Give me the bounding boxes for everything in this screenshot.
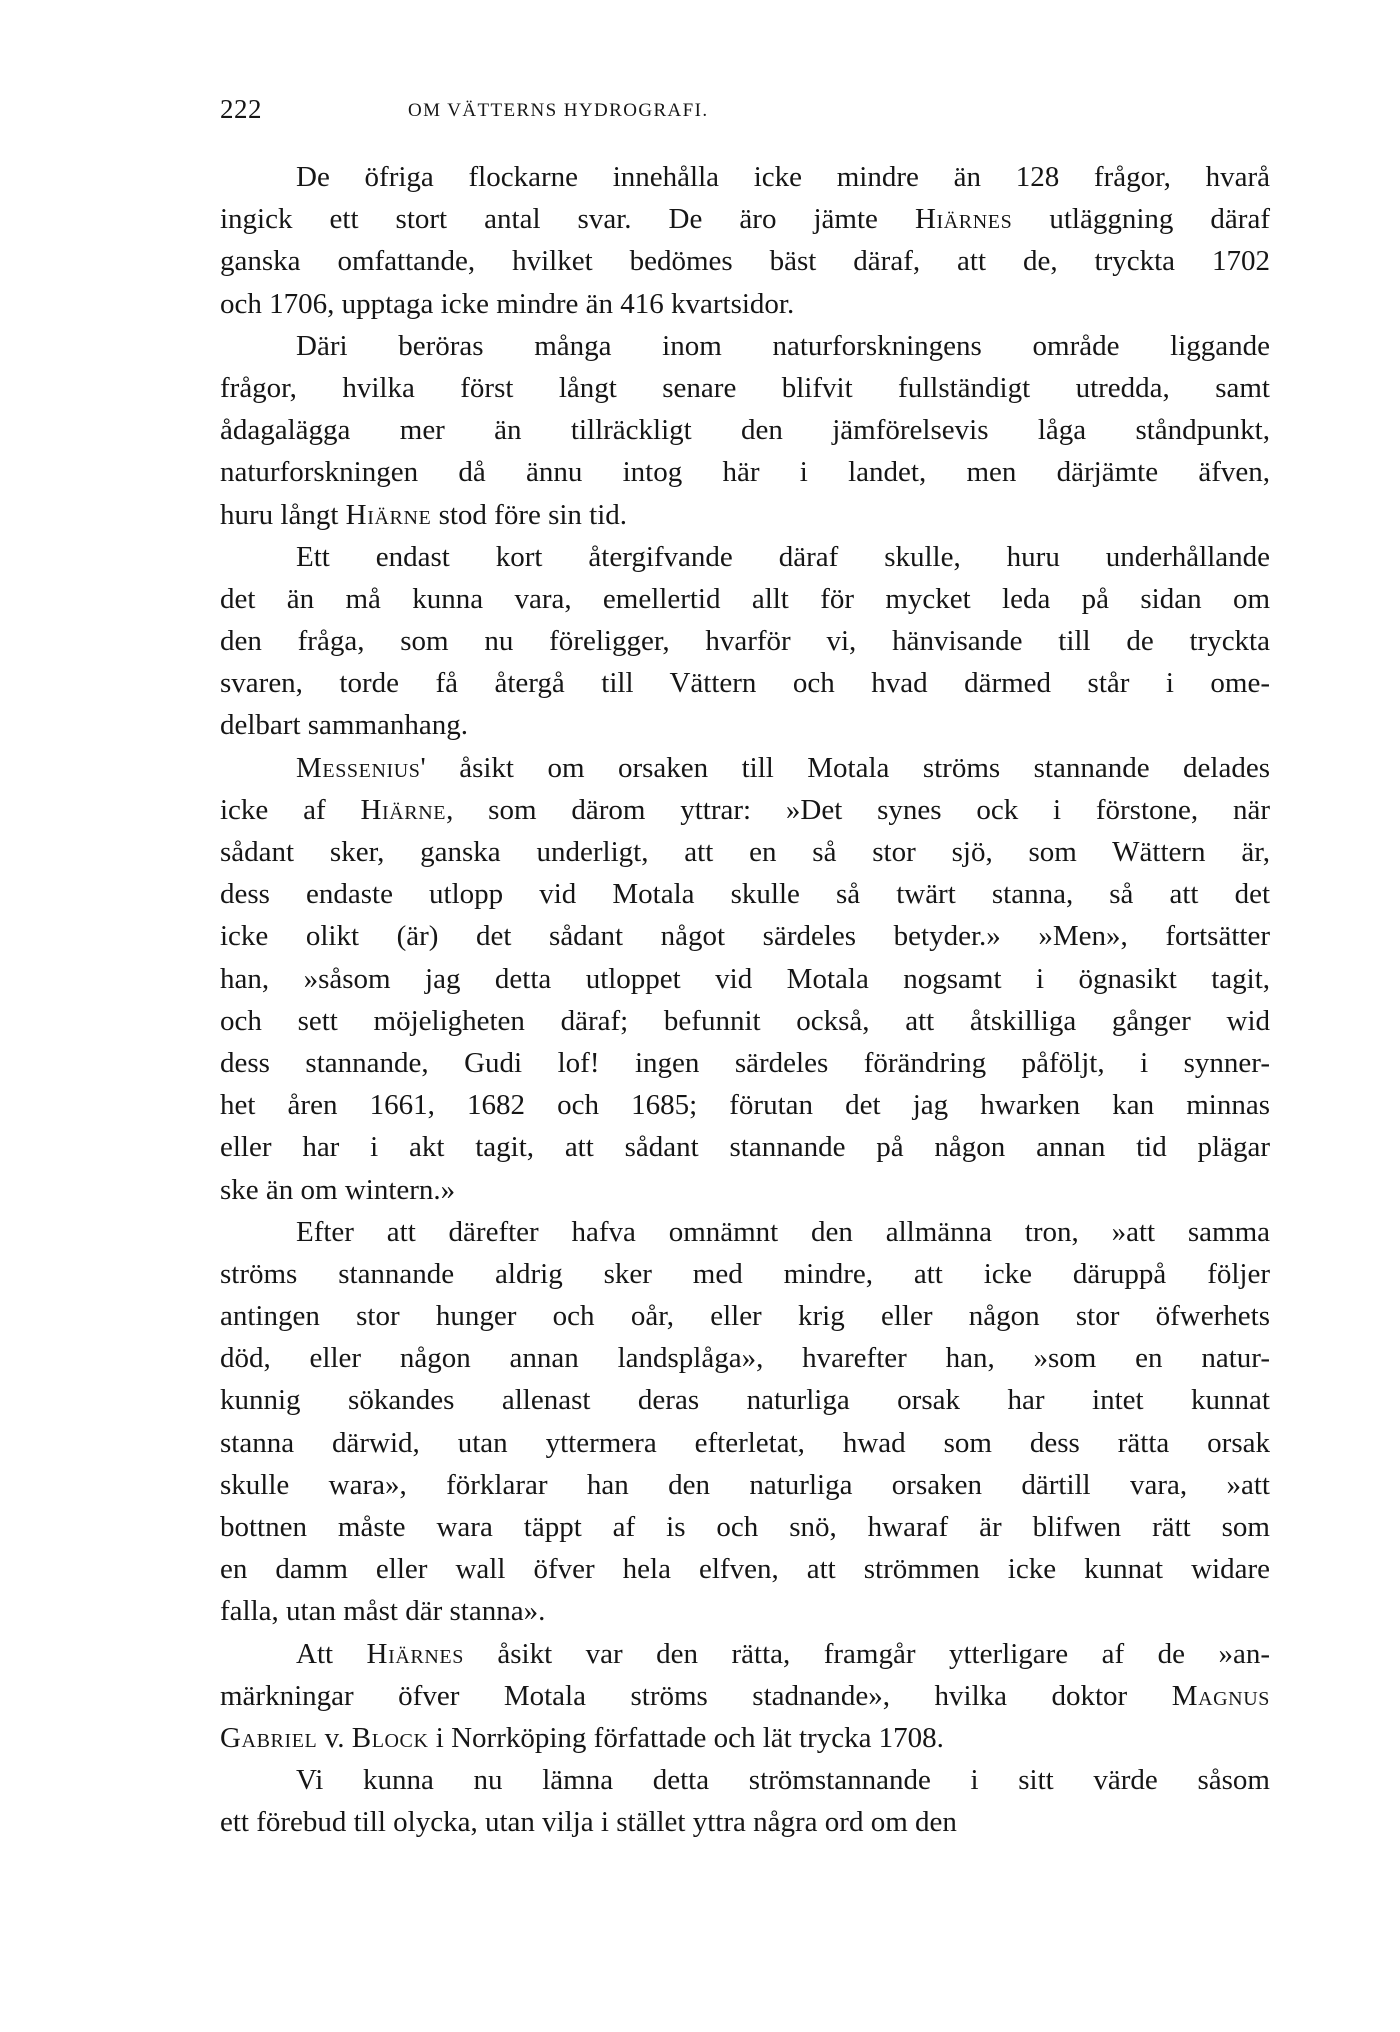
running-title: OM VÄTTERNS HYDROGRAFI. [408, 100, 709, 121]
text-run: Ett endast kort återgifvande däraf skulle, huru underhållande [296, 540, 1270, 573]
text-run: Efter att därefter hafva omnämnt den allmänna tron, »att samma [296, 1215, 1270, 1248]
small-caps-name: Messenius [296, 751, 421, 784]
text-run: icke olikt (är) det sådant något särdeles betyder.» »Men», fortsätter [220, 920, 1270, 953]
small-caps-name: Block [351, 1721, 429, 1754]
text-line [220, 704, 1270, 746]
text-run: De öfriga flockarne innehålla icke mindre än 128 frågor, hvarå [296, 161, 1270, 193]
text-line [220, 1506, 1270, 1548]
text-line [220, 1042, 1270, 1084]
text-run: och 1706, upptaga icke mindre än 416 kvartsidor. [220, 287, 795, 320]
text-line [220, 240, 1270, 282]
text-run: ströms stannande aldrig sker med mindre, att icke däruppå följer [220, 1257, 1270, 1290]
text-line [220, 1337, 1270, 1379]
text-line [220, 1464, 1270, 1506]
text-run: död, eller någon annan landsplåga», hvarefter han, »som en natur- [220, 1342, 1270, 1375]
text-run: stanna därwid, utan yttermera efterletat, hwad som dess rätta orsak [220, 1426, 1270, 1459]
text-run: märkningar öfver Motala ströms stadnande», hvilka doktor [220, 1679, 1172, 1712]
text-run: Vi kunna nu lämna detta strömstannande i sitt värde såsom [296, 1764, 1270, 1797]
paragraph [220, 325, 1270, 536]
text-run: falla, utan måst där stanna». [220, 1595, 546, 1628]
page-number: 222 [220, 94, 262, 124]
text-line [220, 1253, 1270, 1295]
text-run: bottnen måste wara täppt af is och snö, hwaraf är blifwen rätt som [220, 1511, 1270, 1543]
small-caps-name: Hiärne [345, 498, 432, 531]
text-run: den fråga, som nu föreligger, hvarför vi, hänvisande till de tryckta [220, 625, 1270, 658]
text-run: icke af [220, 793, 361, 826]
text-run: en damm eller wall öfver hela elfven, att strömmen icke kunnat widare [220, 1553, 1270, 1586]
paragraph [220, 1633, 1270, 1760]
text-run: huru långt [220, 498, 346, 531]
text-run: naturforskningen då ännu intog här i landet, men därjämte äfven, [220, 456, 1270, 489]
text-run: han, »såsom jag detta utloppet vid Motala nogsamt i ögnasikt tagit, [220, 962, 1270, 995]
text-run: åsikt var den rätta, framgår ytterligare af de »an- [463, 1637, 1271, 1670]
text-line [220, 958, 1270, 1000]
small-caps-name: Hiärne [360, 793, 447, 826]
text-run: ' åsikt om orsaken till Motala ströms stannande delades [420, 751, 1270, 784]
paragraph [220, 536, 1270, 747]
text-line [220, 831, 1270, 873]
text-line [220, 1084, 1270, 1126]
text-line [220, 747, 1270, 789]
text-line [220, 873, 1270, 915]
text-run: det än må kunna vara, emellertid allt för mycket leda på sidan om [220, 582, 1270, 615]
text-line [220, 536, 1270, 578]
text-line [220, 156, 1270, 198]
text-line [220, 789, 1270, 831]
text-run: Däri beröras många inom naturforskningens område liggande [296, 329, 1270, 362]
text-line [220, 1633, 1270, 1675]
paragraph [220, 1211, 1270, 1633]
text-line [220, 1717, 1270, 1759]
text-run: skulle wara», förklarar han den naturliga orsaken därtill vara, »att [220, 1468, 1270, 1501]
text-line [220, 1801, 1270, 1843]
text-line [220, 662, 1270, 704]
text-line [220, 915, 1270, 957]
text-run: antingen stor hunger och oår, eller krig eller någon stor öfwerhets [220, 1300, 1270, 1333]
paragraph [220, 156, 1270, 325]
text-run: het åren 1661, 1682 och 1685; förutan det jag hwarken kan minnas [220, 1089, 1270, 1122]
paragraph [220, 1759, 1270, 1843]
text-run: ganska omfattande, hvilket bedömes bäst däraf, att de, tryckta 1702 [220, 245, 1270, 278]
text-line [220, 1590, 1270, 1632]
text-run: , som därom yttrar: »Det synes ock i förstone, när [446, 793, 1270, 826]
text-run: ske än om wintern.» [220, 1173, 456, 1206]
paragraph [220, 747, 1270, 1211]
text-line [220, 1169, 1270, 1211]
text-line [220, 1126, 1270, 1168]
text-run: sådant sker, ganska underligt, att en så stor sjö, som Wättern är, [220, 836, 1270, 868]
text-line [220, 1548, 1270, 1590]
text-line [220, 1675, 1270, 1717]
small-caps-name: Hiärnes [366, 1637, 464, 1670]
text-line [220, 1211, 1270, 1253]
text-run: i Norrköping författade och lät trycka 1708. [428, 1721, 944, 1754]
text-line [220, 283, 1270, 325]
text-line [220, 1000, 1270, 1042]
text-run: dess endaste utlopp vid Motala skulle så twärt stanna, så att det [220, 878, 1270, 911]
text-line [220, 451, 1270, 493]
text-run: dess stannande, Gudi lof! ingen särdeles förändring påföljt, i synner- [220, 1046, 1270, 1079]
text-line [220, 1379, 1270, 1421]
text-run: kunnig sökandes allenast deras naturliga orsak har intet kunnat [220, 1384, 1270, 1417]
text-run: eller har i akt tagit, att sådant stannande på någon annan tid plägar [220, 1131, 1270, 1164]
text-line [220, 325, 1270, 367]
text-line [220, 409, 1270, 451]
text-line [220, 1422, 1270, 1464]
small-caps-name: Gabriel [220, 1721, 318, 1754]
text-line [220, 1759, 1270, 1801]
text-line [220, 367, 1270, 409]
text-line [220, 1295, 1270, 1337]
body-text [220, 156, 1270, 1844]
text-run: delbart sammanhang. [220, 709, 469, 742]
text-line [220, 198, 1270, 240]
page-header [220, 94, 1270, 134]
text-run: svaren, torde få återgå till Vättern och hvad därmed står i ome- [220, 667, 1270, 700]
small-caps-name: Magnus [1171, 1679, 1270, 1712]
text-run: Att [296, 1637, 367, 1670]
text-run: v. [317, 1721, 352, 1754]
small-caps-name: Hiärnes [914, 203, 1013, 236]
text-run: ingick ett stort antal svar. De äro jämte [220, 203, 915, 236]
text-line [220, 578, 1270, 620]
text-run: ett förebud till olycka, utan vilja i stället yttra några ord om den [220, 1806, 957, 1839]
text-run: utläggning däraf [1012, 203, 1270, 236]
text-run: stod före sin tid. [431, 498, 628, 531]
text-line [220, 620, 1270, 662]
text-line [220, 494, 1270, 536]
text-run: frågor, hvilka först långt senare blifvit fullständigt utredda, samt [220, 371, 1270, 404]
text-run: och sett möjeligheten däraf; befunnit också, att åtskilliga gånger wid [220, 1004, 1270, 1037]
text-run: ådagalägga mer än tillräckligt den jämförelsevis låga ståndpunkt, [220, 414, 1270, 447]
